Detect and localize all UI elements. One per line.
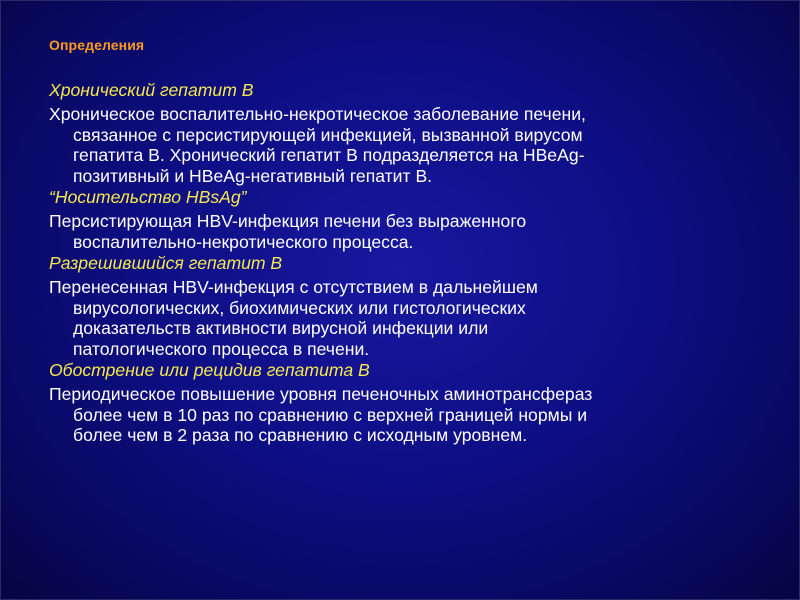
definition-entry-hbsag-carrier [49, 187, 761, 252]
definition-line: Периодическое повышение уровня печеночных аминотрансфераз [49, 384, 593, 404]
definition-line: гепатита В. Хронический гепатит В подразделяется на HBeAg- [73, 145, 585, 165]
definition-line: Персистирующая HBV-инфекция печени без выраженного [49, 211, 527, 231]
term-definition [49, 384, 761, 446]
definition-line: доказательств активности вирусной инфекции или [73, 318, 489, 338]
definition-line: более чем в 2 раза по сравнению с исходным уровнем. [73, 425, 528, 445]
definitions-list [49, 80, 761, 446]
term-title: “Носительство HBsAg” [49, 187, 247, 207]
definition-line: позитивный и HBeAg-негативный гепатит В. [73, 165, 433, 186]
definition-entry-resolved-hepatitis-b [49, 253, 761, 359]
term-definition [49, 104, 761, 186]
definition-line: воспалительно-некротического процесса. [73, 231, 414, 252]
term-title: Хронический гепатит В [49, 80, 254, 100]
definition-line: вирусологических, биохимических или гистологических [73, 297, 526, 318]
definition-line: связанное с персистирующей инфекцией, вызванной вирусом [73, 124, 583, 145]
term-title: Разрешившийся гепатит В [49, 253, 283, 273]
term-definition [49, 211, 761, 252]
definition-line: патологического процесса в печени. [73, 338, 370, 359]
definition-line: Перенесенная HBV-инфекция с отсутствием в дальнейшем [49, 277, 538, 297]
term-title: Обострение или рецидив гепатита В [49, 360, 370, 380]
definition-entry-exacerbation [49, 360, 761, 446]
definition-line: Хроническое воспалительно-некротическое заболевание печени, [49, 104, 586, 124]
definition-entry-chronic-hepatitis-b [49, 80, 761, 186]
term-definition [49, 277, 761, 359]
slide-heading: Определения [49, 37, 145, 53]
definition-line: более чем в 10 раз по сравнению с верхней границей нормы и [73, 404, 588, 425]
